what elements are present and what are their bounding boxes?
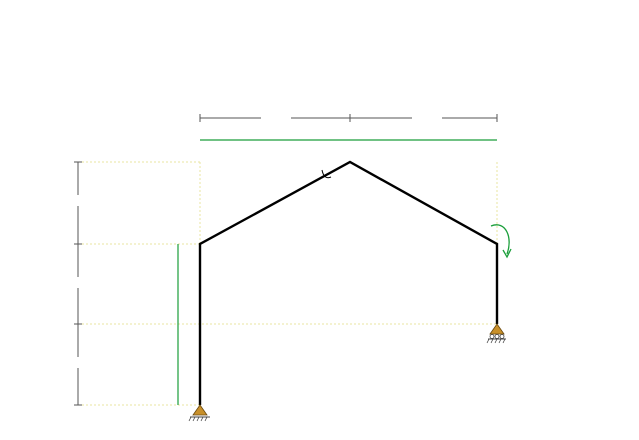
roller-support-node5 [487, 324, 506, 343]
frame-members [200, 162, 497, 405]
horizontal-dimension [200, 114, 497, 122]
pin-support-node1 [189, 405, 210, 421]
guide-lines [78, 162, 497, 405]
moment-arrow [491, 225, 509, 254]
